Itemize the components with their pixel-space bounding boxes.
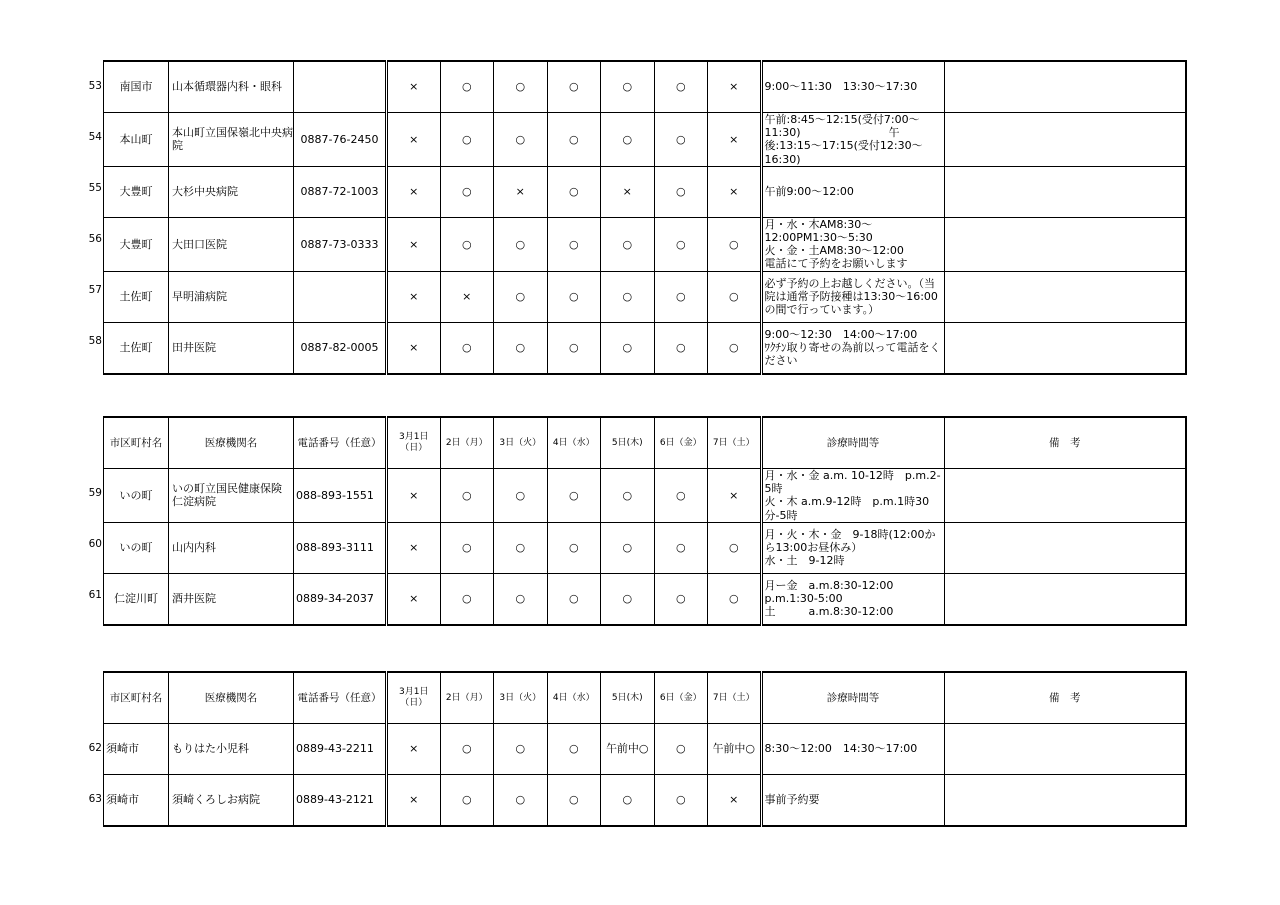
header-day: 3月1日 （日） xyxy=(387,417,441,469)
day-cell: × xyxy=(387,322,441,374)
header-clinic-name: 医療機関名 xyxy=(169,672,294,724)
row-number: 57 xyxy=(88,284,102,296)
day-cell: ○ xyxy=(654,775,708,827)
phone-cell: 088-893-3111 xyxy=(294,522,387,573)
phone-cell: 0889-43-2121 xyxy=(294,775,387,827)
header-clinic-name: 医療機関名 xyxy=(169,417,294,469)
day-cell: ○ xyxy=(440,217,494,271)
table-header-row xyxy=(104,672,1187,724)
table-row xyxy=(104,724,1187,775)
row-number: 60 xyxy=(88,538,102,550)
phone-cell: 0889-34-2037 xyxy=(294,573,387,625)
day-cell: ○ xyxy=(547,469,601,523)
header-phone: 電話番号（任意） xyxy=(294,417,387,469)
day-cell: 午前中○ xyxy=(708,724,762,775)
day-cell: ○ xyxy=(601,61,655,113)
note-cell xyxy=(944,724,1186,775)
city-cell: 土佐町 xyxy=(104,322,169,374)
hours-cell: 8:30～12:00 14:30～17:00 xyxy=(761,724,944,775)
day-cell: ○ xyxy=(654,271,708,322)
row-number: 63 xyxy=(88,793,102,805)
table-row xyxy=(104,61,1187,113)
day-cell: ○ xyxy=(547,775,601,827)
day-cell: ○ xyxy=(547,724,601,775)
day-cell: ○ xyxy=(654,217,708,271)
day-cell: × xyxy=(708,113,762,167)
note-cell xyxy=(944,775,1186,827)
day-cell: ○ xyxy=(547,61,601,113)
day-cell: ○ xyxy=(601,469,655,523)
day-cell: ○ xyxy=(494,61,548,113)
day-cell: ○ xyxy=(440,61,494,113)
day-cell: ○ xyxy=(601,217,655,271)
day-cell: ○ xyxy=(440,322,494,374)
header-day: 5日(木) xyxy=(601,417,655,469)
day-cell: ○ xyxy=(440,522,494,573)
row-number: 54 xyxy=(88,131,102,143)
city-cell: 本山町 xyxy=(104,113,169,167)
header-day: 6日（金） xyxy=(654,417,708,469)
day-cell: × xyxy=(387,217,441,271)
day-cell: ○ xyxy=(654,61,708,113)
header-day: 7日（土） xyxy=(708,417,762,469)
day-cell: ○ xyxy=(547,113,601,167)
phone-cell xyxy=(294,271,387,322)
header-day: 3月1日 （日） xyxy=(387,672,441,724)
day-cell: × xyxy=(387,61,441,113)
row-number: 62 xyxy=(88,742,102,754)
header-hours: 診療時間等 xyxy=(761,672,944,724)
header-phone: 電話番号（任意） xyxy=(294,672,387,724)
day-cell: × xyxy=(708,775,762,827)
note-cell xyxy=(944,61,1186,113)
table-row xyxy=(104,113,1187,167)
day-cell: ○ xyxy=(494,469,548,523)
phone-cell xyxy=(294,61,387,113)
day-cell: ○ xyxy=(494,775,548,827)
hours-cell: 午前:8:45～12:15(受付7:00～11:30) 午後:13:15～17:15(受付12:30～16:30) xyxy=(761,113,944,167)
day-cell: ○ xyxy=(601,573,655,625)
header-day: 7日（土） xyxy=(708,672,762,724)
day-cell: ○ xyxy=(547,322,601,374)
header-day: 2日（月） xyxy=(440,417,494,469)
table-row xyxy=(104,271,1187,322)
day-cell: ○ xyxy=(601,322,655,374)
city-cell: 南国市 xyxy=(104,61,169,113)
note-cell xyxy=(944,522,1186,573)
header-day: 3日（火） xyxy=(494,672,548,724)
note-cell xyxy=(944,573,1186,625)
day-cell: × xyxy=(387,271,441,322)
day-cell: ○ xyxy=(494,271,548,322)
day-cell: ○ xyxy=(601,775,655,827)
city-cell: 須崎市 xyxy=(104,775,169,827)
day-cell: × xyxy=(494,166,548,217)
clinic-name-cell: 酒井医院 xyxy=(169,573,294,625)
day-cell: ○ xyxy=(494,573,548,625)
day-cell: ○ xyxy=(708,573,762,625)
day-cell: ○ xyxy=(601,271,655,322)
city-cell: いの町 xyxy=(104,469,169,523)
hours-cell: 事前予約要 xyxy=(761,775,944,827)
row-number: 59 xyxy=(88,487,102,499)
day-cell: × xyxy=(387,775,441,827)
phone-cell: 088-893-1551 xyxy=(294,469,387,523)
hours-cell: 月・水・木AM8:30～12:00PM1:30～5:30 火・金・土AM8:30～12:00 電話にて予約をお願いします xyxy=(761,217,944,271)
row-number: 55 xyxy=(88,182,102,194)
day-cell: ○ xyxy=(547,166,601,217)
day-cell: ○ xyxy=(601,113,655,167)
day-cell: ○ xyxy=(440,724,494,775)
day-cell: ○ xyxy=(547,217,601,271)
table-row xyxy=(104,775,1187,827)
city-cell: いの町 xyxy=(104,522,169,573)
day-cell: ○ xyxy=(654,166,708,217)
day-cell: × xyxy=(387,166,441,217)
day-cell: ○ xyxy=(708,522,762,573)
note-cell xyxy=(944,271,1186,322)
hours-cell: 月・水・金 a.m. 10-12時 p.m.2-5時 火・木 a.m.9-12時 p.m.1時30分-5時 xyxy=(761,469,944,523)
header-hours: 診療時間等 xyxy=(761,417,944,469)
hours-cell: 必ず予約の上お越しください。（当院は通常予防接種は13:30～16:00の間で行っています。） xyxy=(761,271,944,322)
header-city: 市区町村名 xyxy=(104,672,169,724)
row-number: 56 xyxy=(88,233,102,245)
day-cell: ○ xyxy=(547,522,601,573)
note-cell xyxy=(944,166,1186,217)
day-cell: × xyxy=(387,573,441,625)
header-day: 4日（水） xyxy=(547,417,601,469)
clinic-name-cell: 須崎くろしお病院 xyxy=(169,775,294,827)
table-row xyxy=(104,322,1187,374)
row-number: 53 xyxy=(88,80,102,92)
day-cell: ○ xyxy=(494,522,548,573)
day-cell: ○ xyxy=(440,775,494,827)
phone-cell: 0887-72-1003 xyxy=(294,166,387,217)
clinic-name-cell: 大田口医院 xyxy=(169,217,294,271)
day-cell: ○ xyxy=(547,271,601,322)
day-cell: ○ xyxy=(708,322,762,374)
day-cell: ○ xyxy=(654,522,708,573)
day-cell: × xyxy=(387,724,441,775)
day-cell: ○ xyxy=(440,469,494,523)
table-row xyxy=(104,573,1187,625)
day-cell: ○ xyxy=(494,322,548,374)
clinic-name-cell: 本山町立国保嶺北中央病院 xyxy=(169,113,294,167)
clinic-name-cell: 早明浦病院 xyxy=(169,271,294,322)
clinic-name-cell: 山内内科 xyxy=(169,522,294,573)
day-cell: × xyxy=(601,166,655,217)
day-cell: ○ xyxy=(654,322,708,374)
day-cell: ○ xyxy=(654,573,708,625)
hours-cell: 月・火・木・金 9-18時(12:00から13:00お昼休み） 水・土 9-12時 xyxy=(761,522,944,573)
day-cell: ○ xyxy=(440,166,494,217)
clinic-name-cell: いの町立国民健康保険 仁淀病院 xyxy=(169,469,294,523)
day-cell: × xyxy=(708,166,762,217)
header-day: 2日（月） xyxy=(440,672,494,724)
day-cell: ○ xyxy=(440,573,494,625)
note-cell xyxy=(944,322,1186,374)
note-cell xyxy=(944,217,1186,271)
table-row xyxy=(104,166,1187,217)
header-city: 市区町村名 xyxy=(104,417,169,469)
day-cell: ○ xyxy=(494,724,548,775)
table-header-row xyxy=(104,417,1187,469)
day-cell: × xyxy=(440,271,494,322)
city-cell: 大豊町 xyxy=(104,217,169,271)
phone-cell: 0887-82-0005 xyxy=(294,322,387,374)
day-cell: 午前中○ xyxy=(601,724,655,775)
clinic-table-3 xyxy=(103,671,1187,827)
table-row xyxy=(104,217,1187,271)
table-row xyxy=(104,522,1187,573)
day-cell: ○ xyxy=(654,113,708,167)
day-cell: ○ xyxy=(494,113,548,167)
note-cell xyxy=(944,469,1186,523)
day-cell: ○ xyxy=(708,271,762,322)
clinic-name-cell: 山本循環器内科・眼科 xyxy=(169,61,294,113)
header-day: 3日（火） xyxy=(494,417,548,469)
city-cell: 大豊町 xyxy=(104,166,169,217)
day-cell: ○ xyxy=(440,113,494,167)
clinic-name-cell: もりはた小児科 xyxy=(169,724,294,775)
clinic-table-2 xyxy=(103,416,1187,626)
hours-cell: 月ー金 a.m.8:30-12:00 p.m.1:30-5:00 土 a.m.8:30-12:00 xyxy=(761,573,944,625)
header-note: 備 考 xyxy=(944,672,1186,724)
day-cell: ○ xyxy=(654,724,708,775)
city-cell: 土佐町 xyxy=(104,271,169,322)
day-cell: ○ xyxy=(547,573,601,625)
table-row xyxy=(104,469,1187,523)
row-number: 58 xyxy=(88,335,102,347)
hours-cell: 9:00～11:30 13:30～17:30 xyxy=(761,61,944,113)
clinic-table-1 xyxy=(103,60,1187,375)
day-cell: × xyxy=(387,469,441,523)
clinic-name-cell: 大杉中央病院 xyxy=(169,166,294,217)
day-cell: ○ xyxy=(708,217,762,271)
header-day: 6日（金） xyxy=(654,672,708,724)
phone-cell: 0889-43-2211 xyxy=(294,724,387,775)
header-note: 備 考 xyxy=(944,417,1186,469)
city-cell: 須崎市 xyxy=(104,724,169,775)
phone-cell: 0887-76-2450 xyxy=(294,113,387,167)
day-cell: × xyxy=(387,113,441,167)
clinic-name-cell: 田井医院 xyxy=(169,322,294,374)
city-cell: 仁淀川町 xyxy=(104,573,169,625)
day-cell: ○ xyxy=(494,217,548,271)
day-cell: ○ xyxy=(601,522,655,573)
day-cell: × xyxy=(387,522,441,573)
day-cell: × xyxy=(708,61,762,113)
day-cell: ○ xyxy=(654,469,708,523)
phone-cell: 0887-73-0333 xyxy=(294,217,387,271)
hours-cell: 午前9:00～12:00 xyxy=(761,166,944,217)
row-number: 61 xyxy=(88,589,102,601)
day-cell: × xyxy=(708,469,762,523)
hours-cell: 9:00～12:30 14:00～17:00 ﾜｸﾁﾝ取り寄せの為前以って電話をください xyxy=(761,322,944,374)
header-day: 4日（水） xyxy=(547,672,601,724)
note-cell xyxy=(944,113,1186,167)
header-day: 5日(木) xyxy=(601,672,655,724)
